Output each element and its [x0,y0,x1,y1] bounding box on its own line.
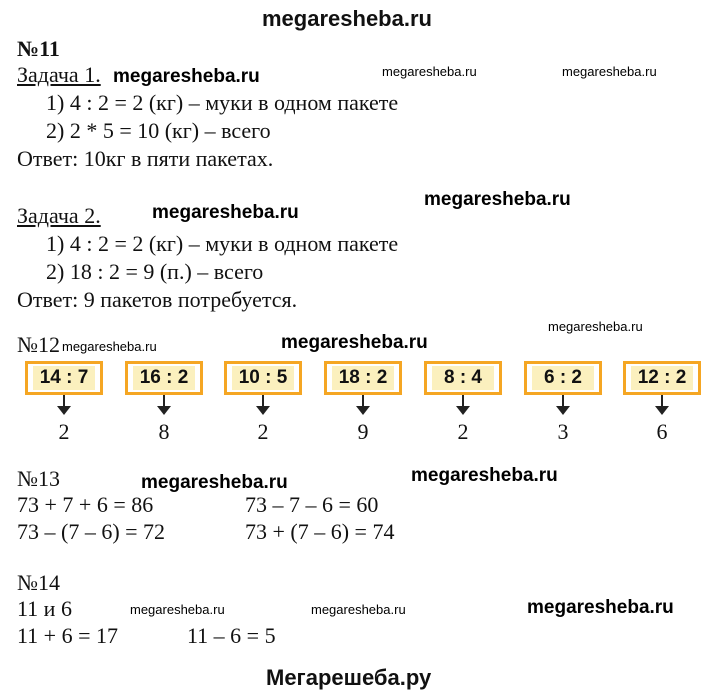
division-expression: 16 : 2 [133,366,195,390]
watermark: megaresheba.ru [424,189,571,210]
division-result: 8 [158,419,170,444]
task2-label: Задача 2. [17,203,101,228]
division-expression: 6 : 2 [532,366,594,390]
division-box [623,361,701,395]
watermark: megaresheba.ru [130,602,225,617]
task1-line-2: 2) 2 * 5 = 10 (кг) – всего [46,118,271,143]
division-expression: 8 : 4 [432,366,494,390]
n13-expr-1: 73 + 7 + 6 = 86 [17,492,154,517]
task2-line-2: 2) 18 : 2 = 9 (п.) – всего [46,259,264,284]
watermark: megaresheba.ru [562,64,657,79]
n13-expr-4: 73 + (7 – 6) = 74 [245,519,395,544]
section-14-title: №14 [17,570,60,595]
n14-line-1: 11 и 6 [17,596,72,621]
watermark: megaresheba.ru [113,66,260,87]
division-result: 9 [357,419,369,444]
division-box [424,361,502,395]
division-expression: 14 : 7 [33,366,95,390]
site-footer: Мегарешеба.ру [266,665,432,690]
watermark: megaresheba.ru [382,64,477,79]
section-12-title: №12 [17,332,60,357]
n14-expr-2: 11 – 6 = 5 [187,623,276,648]
watermark: megaresheba.ru [527,597,674,618]
site-header: megaresheba.ru [262,6,432,31]
watermark: megaresheba.ru [141,472,288,493]
division-result: 3 [557,419,569,444]
division-box [324,361,402,395]
watermark: megaresheba.ru [152,202,299,223]
n14-expr-1: 11 + 6 = 17 [17,623,118,648]
division-box [224,361,302,395]
task1-answer: Ответ: 10кг в пяти пакетах. [17,146,274,171]
division-result: 2 [257,419,269,444]
watermark: megaresheba.ru [311,602,406,617]
division-result: 2 [457,419,469,444]
task1-label: Задача 1. [17,62,101,87]
division-expression: 10 : 5 [232,366,294,390]
task1-line-1: 1) 4 : 2 = 2 (кг) – муки в одном пакете [46,90,399,115]
division-box [524,361,602,395]
watermark: megaresheba.ru [411,465,558,486]
watermark: megaresheba.ru [281,332,428,353]
task2-line-1: 1) 4 : 2 = 2 (кг) – муки в одном пакете [46,231,399,256]
task2-answer: Ответ: 9 пакетов потребуется. [17,287,298,312]
watermark: megaresheba.ru [548,319,643,334]
division-box [25,361,103,395]
division-result: 2 [58,419,70,444]
n13-expr-3: 73 – (7 – 6) = 72 [17,519,166,544]
division-expression: 18 : 2 [332,366,394,390]
watermark: megaresheba.ru [62,339,157,354]
division-result: 6 [656,419,668,444]
section-11-title: №11 [17,36,60,61]
division-box [125,361,203,395]
section-13-title: №13 [17,466,60,491]
division-expression: 12 : 2 [631,366,693,390]
n13-expr-2: 73 – 7 – 6 = 60 [245,492,379,517]
